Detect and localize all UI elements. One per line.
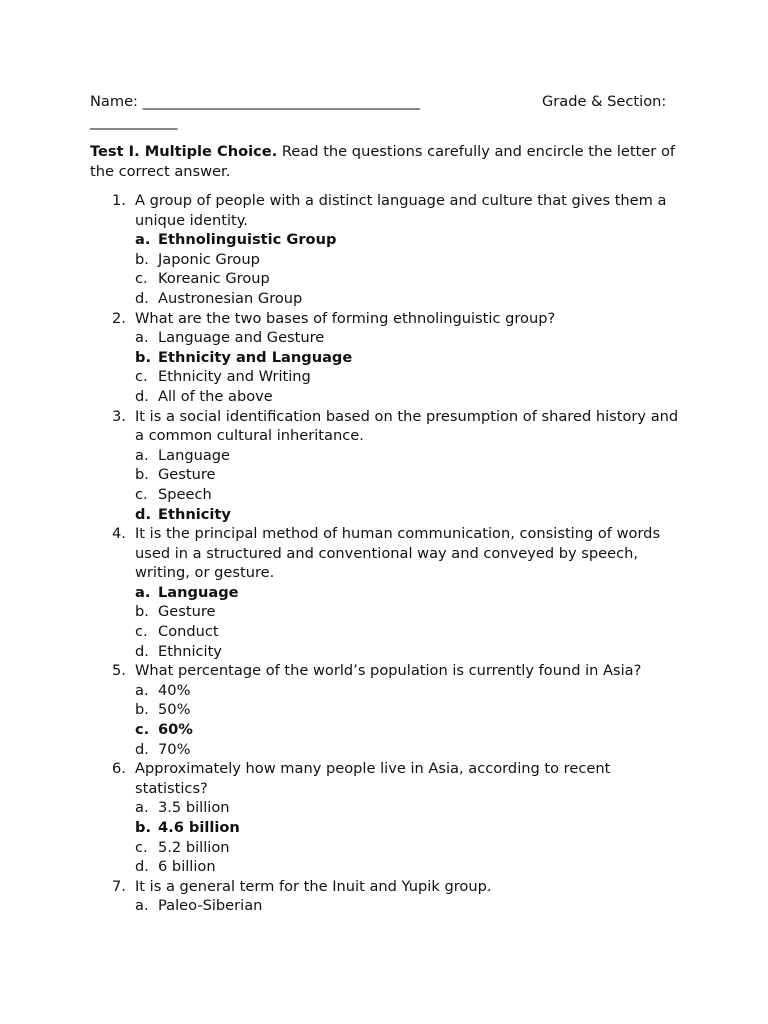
option-text: Speech (158, 485, 212, 503)
question-item (90, 759, 682, 877)
question-number: 5. (112, 662, 126, 680)
answer-option[interactable] (135, 740, 682, 760)
option-letter: c. (135, 485, 148, 503)
option-letter: d. (135, 740, 149, 758)
answer-option[interactable] (135, 328, 682, 348)
option-letter: a. (135, 681, 149, 699)
question-number: 7. (112, 877, 126, 895)
option-text: Ethnicity and Language (158, 348, 353, 366)
option-letter: b. (135, 603, 149, 621)
question-text: It is a general term for the Inuit and Yupik group. (135, 877, 492, 895)
option-letter: a. (135, 231, 151, 249)
option-list (135, 230, 682, 308)
option-text: 40% (158, 681, 191, 699)
question-item (90, 309, 682, 407)
option-list (135, 446, 682, 524)
option-letter: d. (135, 387, 149, 405)
option-text: Language (158, 583, 239, 601)
option-letter: b. (135, 466, 149, 484)
answer-option[interactable] (135, 857, 682, 877)
answer-option[interactable] (135, 602, 682, 622)
option-letter: b. (135, 348, 151, 366)
question-number: 4. (112, 525, 126, 543)
option-text: 5.2 billion (158, 838, 230, 856)
answer-option[interactable] (135, 367, 682, 387)
question-number: 6. (112, 760, 126, 778)
option-letter: c. (135, 368, 148, 386)
option-letter: c. (135, 721, 150, 739)
answer-option[interactable] (135, 289, 682, 309)
option-text: Gesture (158, 466, 216, 484)
option-text: 3.5 billion (158, 799, 230, 817)
answer-option-correct[interactable] (135, 230, 682, 250)
option-text: Conduct (158, 623, 219, 641)
option-letter: a. (135, 799, 149, 817)
question-number: 1. (112, 192, 126, 209)
answer-option-correct[interactable] (135, 505, 682, 525)
option-text: Ethnicity (158, 505, 231, 523)
option-text: All of the above (158, 387, 273, 405)
option-list (135, 328, 682, 406)
option-letter: a. (135, 897, 149, 915)
name-field-label: Name: ______________________________________ (90, 93, 420, 110)
answer-option[interactable] (135, 838, 682, 858)
question-text: What percentage of the world’s population is currently found in Asia? (135, 662, 642, 680)
question-text: Approximately how many people live in Asia, according to recent statistics? (135, 760, 611, 797)
option-text: Paleo-Siberian (158, 897, 263, 915)
test-title: Test I. Multiple Choice. (90, 143, 278, 160)
option-letter: a. (135, 446, 149, 464)
question-text: It is a social identification based on the presumption of shared history and a common cultural inheritance. (135, 407, 679, 445)
answer-option[interactable] (135, 700, 682, 720)
question-item (90, 407, 682, 525)
option-text: 60% (158, 721, 193, 739)
answer-option-correct[interactable] (135, 720, 682, 740)
answer-option[interactable] (135, 798, 682, 818)
answer-option[interactable] (135, 250, 682, 270)
option-text: Ethnolinguistic Group (158, 231, 337, 249)
question-item (90, 191, 682, 309)
option-text: 4.6 billion (158, 819, 240, 836)
question-item (90, 524, 682, 661)
option-letter: c. (135, 838, 148, 856)
option-text: Koreanic Group (158, 270, 270, 288)
grade-section-blank: ____________ (90, 113, 178, 130)
option-text: Austronesian Group (158, 289, 303, 307)
question-item (90, 877, 682, 916)
answer-option[interactable] (135, 269, 682, 289)
option-letter: a. (135, 329, 149, 347)
option-letter: b. (135, 819, 151, 836)
test-instructions (90, 142, 682, 181)
question-item (90, 661, 682, 759)
question-list (90, 191, 682, 916)
option-text: 6 billion (158, 858, 216, 876)
answer-option-correct[interactable] (135, 818, 682, 838)
option-text: Ethnicity (158, 642, 222, 660)
option-list (135, 681, 682, 759)
option-letter: d. (135, 505, 151, 523)
answer-option[interactable] (135, 896, 682, 916)
option-text: Japonic Group (158, 250, 260, 268)
question-text: It is the principal method of human communication, consisting of words used in a structured and conventional way and conveyed by speech, writing, or gesture. (135, 525, 661, 582)
answer-option[interactable] (135, 622, 682, 642)
answer-option[interactable] (135, 485, 682, 505)
question-text: What are the two bases of forming ethnolinguistic group? (135, 309, 556, 327)
option-list (135, 896, 682, 916)
option-letter: b. (135, 701, 149, 719)
answer-option[interactable] (135, 681, 682, 701)
option-text: Language (158, 446, 231, 464)
grade-section-label: Grade & Section: (542, 93, 667, 110)
option-letter: d. (135, 858, 149, 876)
answer-option[interactable] (135, 465, 682, 485)
option-letter: d. (135, 642, 149, 660)
header-line (90, 92, 680, 112)
instructions-text: Read the questions carefully and encircle the letter of the correct answer. (90, 143, 676, 180)
question-number: 3. (112, 407, 126, 425)
option-list (135, 583, 682, 661)
option-text: 70% (158, 740, 191, 758)
option-text: Language and Gesture (158, 329, 325, 347)
option-text: 50% (158, 701, 191, 719)
option-list (135, 798, 682, 876)
option-letter: d. (135, 289, 149, 307)
question-text: A group of people with a distinct language and culture that gives them a unique identity. (135, 192, 667, 229)
option-text: Ethnicity and Writing (158, 368, 311, 386)
answer-option[interactable] (135, 387, 682, 407)
option-text: Gesture (158, 603, 216, 621)
answer-option-correct[interactable] (135, 348, 682, 368)
question-number: 2. (112, 309, 126, 327)
option-letter: b. (135, 250, 149, 268)
answer-option[interactable] (135, 446, 682, 466)
option-letter: c. (135, 270, 148, 288)
option-letter: c. (135, 623, 148, 641)
answer-option[interactable] (135, 642, 682, 662)
answer-option-correct[interactable] (135, 583, 682, 603)
option-letter: a. (135, 583, 151, 601)
